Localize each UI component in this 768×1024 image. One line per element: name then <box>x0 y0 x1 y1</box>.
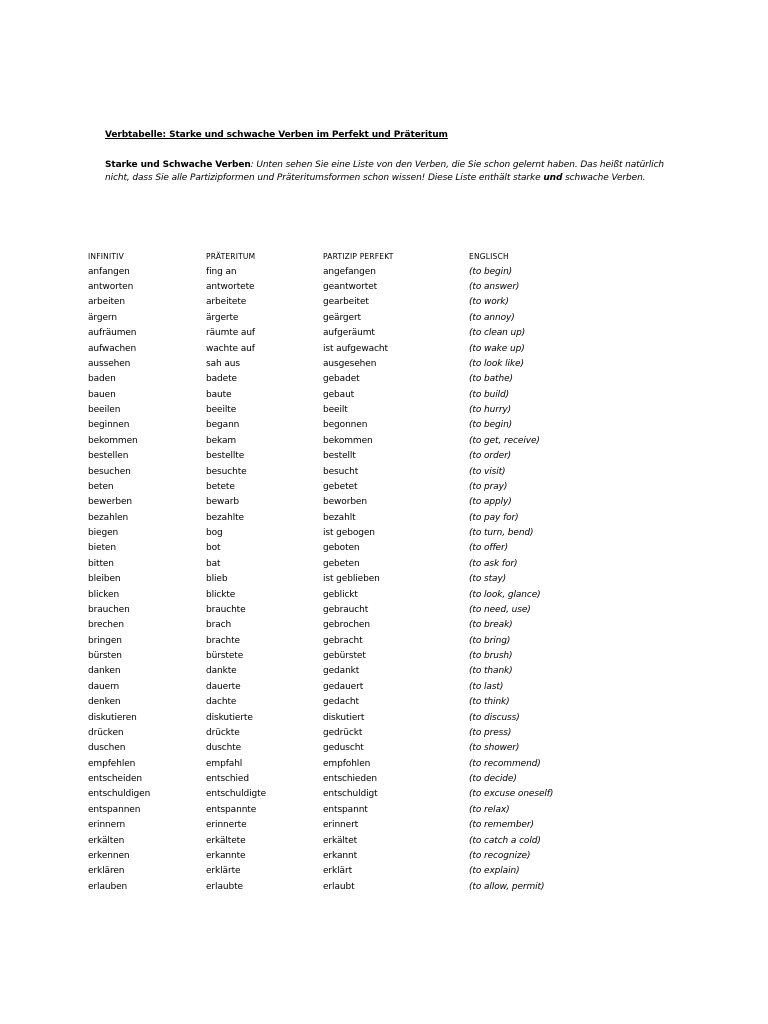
table-row <box>88 879 579 894</box>
infinitiv-cell: blicken <box>88 589 120 600</box>
infinitiv-cell: erlauben <box>88 881 128 892</box>
partizip-cell: geboten <box>323 543 360 554</box>
partizip-cell: gebrochen <box>323 620 370 631</box>
partizip-cell: empfohlen <box>323 758 371 769</box>
praeteritum-cell: bezahlte <box>206 512 244 523</box>
englisch-cell: (to relax) <box>469 804 510 815</box>
infinitiv-cell: biegen <box>88 528 119 539</box>
englisch-cell: (to press) <box>469 727 512 738</box>
table-row <box>88 310 579 325</box>
partizip-cell: besucht <box>323 466 359 477</box>
verb-table-body <box>88 264 579 894</box>
praeteritum-cell: dachte <box>206 697 237 708</box>
partizip-cell: geärgert <box>323 312 361 323</box>
infinitiv-cell: diskutieren <box>88 712 137 723</box>
praeteritum-cell: blieb <box>206 574 228 585</box>
infinitiv-cell: bewerben <box>88 497 133 508</box>
partizip-cell: entschuldigt <box>323 789 378 800</box>
table-row <box>88 679 579 694</box>
partizip-cell: diskutiert <box>323 712 365 723</box>
infinitiv-cell: besuchen <box>88 466 131 477</box>
praeteritum-cell: brachte <box>206 635 240 646</box>
englisch-cell: (to annoy) <box>469 312 515 323</box>
praeteritum-cell: wachte auf <box>206 343 255 354</box>
infinitiv-cell: entscheiden <box>88 774 143 785</box>
englisch-cell: (to pay for) <box>469 512 519 523</box>
englisch-cell: (to ask for) <box>469 558 518 569</box>
englisch-cell: (to build) <box>469 389 510 400</box>
table-row <box>88 356 579 371</box>
englisch-cell: (to wake up) <box>469 343 525 354</box>
table-row <box>88 864 579 879</box>
table-row <box>88 495 579 510</box>
infinitiv-cell: erkälten <box>88 835 125 846</box>
praeteritum-cell: bestellte <box>206 451 245 462</box>
partizip-cell: gebadet <box>323 374 360 385</box>
table-row <box>88 848 579 863</box>
partizip-cell: gebürstet <box>323 651 366 662</box>
praeteritum-cell: badete <box>206 374 237 385</box>
englisch-cell: (to pray) <box>469 481 508 492</box>
englisch-cell: (to catch a cold) <box>469 835 541 846</box>
praeteritum-cell: blickte <box>206 589 236 600</box>
table-row <box>88 525 579 540</box>
table-row <box>88 556 579 571</box>
partizip-cell: gedankt <box>323 666 360 677</box>
table-row <box>88 402 579 417</box>
englisch-cell: (to last) <box>469 681 504 692</box>
table-row <box>88 633 579 648</box>
partizip-cell: beeilt <box>323 405 348 416</box>
infinitiv-cell: aufräumen <box>88 328 137 339</box>
infinitiv-cell: aufwachen <box>88 343 137 354</box>
table-row <box>88 618 579 633</box>
table-row <box>88 587 579 602</box>
englisch-cell: (to decide) <box>469 774 517 785</box>
table-row <box>88 418 579 433</box>
infinitiv-cell: beginnen <box>88 420 130 431</box>
infinitiv-cell: baden <box>88 374 116 385</box>
table-row <box>88 326 579 341</box>
infinitiv-cell: bekommen <box>88 435 138 446</box>
partizip-cell: erlaubt <box>323 881 355 892</box>
infinitiv-cell: bieten <box>88 543 116 554</box>
intro-text: : Unten sehen Sie eine Liste von den Verben, die Sie schon gelernt haben. Das heißt natürlich nicht, dass Sie alle Partizipformen und Präteritumsformen schon wissen! Diese Liste enthält starke <box>105 160 665 183</box>
table-row <box>88 725 579 740</box>
table-row <box>88 479 579 494</box>
praeteritum-cell: arbeitete <box>206 297 247 308</box>
infinitiv-cell: bitten <box>88 558 114 569</box>
praeteritum-cell: dankte <box>206 666 237 677</box>
partizip-cell: geantwortet <box>323 282 378 293</box>
partizip-cell: erklärt <box>323 866 352 877</box>
englisch-cell: (to offer) <box>469 543 508 554</box>
englisch-cell: (to brush) <box>469 651 513 662</box>
praeteritum-cell: entschied <box>206 774 249 785</box>
englisch-cell: (to excuse oneself) <box>469 789 554 800</box>
praeteritum-cell: brauchte <box>206 604 246 615</box>
englisch-cell: (to order) <box>469 451 512 462</box>
partizip-cell: aufgeräumt <box>323 328 375 339</box>
partizip-cell: ist geblieben <box>323 574 380 585</box>
englisch-cell: (to get, receive) <box>469 435 540 446</box>
header-infinitiv: INFINITIV <box>88 252 124 261</box>
table-row <box>88 818 579 833</box>
englisch-cell: (to stay) <box>469 574 507 585</box>
praeteritum-cell: besuchte <box>206 466 247 477</box>
praeteritum-cell: erkältete <box>206 835 246 846</box>
intro-lead: Starke und Schwache Verben <box>105 160 251 170</box>
table-row <box>88 710 579 725</box>
table-row <box>88 279 579 294</box>
infinitiv-cell: danken <box>88 666 121 677</box>
praeteritum-cell: bat <box>206 558 221 569</box>
table-row <box>88 833 579 848</box>
englisch-cell: (to break) <box>469 620 513 631</box>
infinitiv-cell: entspannen <box>88 804 141 815</box>
table-row <box>88 341 579 356</box>
table-row <box>88 664 579 679</box>
table-row <box>88 295 579 310</box>
partizip-cell: gebracht <box>323 635 363 646</box>
table-row <box>88 541 579 556</box>
partizip-cell: gedauert <box>323 681 364 692</box>
praeteritum-cell: empfahl <box>206 758 243 769</box>
infinitiv-cell: beten <box>88 481 114 492</box>
praeteritum-cell: betete <box>206 481 235 492</box>
infinitiv-cell: drücken <box>88 727 124 738</box>
partizip-cell: ist aufgewacht <box>323 343 388 354</box>
infinitiv-cell: entschuldigen <box>88 789 151 800</box>
praeteritum-cell: antwortete <box>206 282 255 293</box>
praeteritum-cell: räumte auf <box>206 328 256 339</box>
infinitiv-cell: bauen <box>88 389 116 400</box>
table-row <box>88 802 579 817</box>
praeteritum-cell: baute <box>206 389 232 400</box>
praeteritum-cell: ärgerte <box>206 312 239 323</box>
partizip-cell: gebaut <box>323 389 355 400</box>
praeteritum-cell: drückte <box>206 727 240 738</box>
partizip-cell: gearbeitet <box>323 297 369 308</box>
praeteritum-cell: sah aus <box>206 358 240 369</box>
infinitiv-cell: beeilen <box>88 405 121 416</box>
praeteritum-cell: bot <box>206 543 221 554</box>
englisch-cell: (to hurry) <box>469 405 512 416</box>
praeteritum-cell: erklärte <box>206 866 241 877</box>
praeteritum-cell: fing an <box>206 266 237 277</box>
partizip-cell: entspannt <box>323 804 368 815</box>
praeteritum-cell: begann <box>206 420 240 431</box>
partizip-cell: geblickt <box>323 589 358 600</box>
praeteritum-cell: diskutierte <box>206 712 253 723</box>
englisch-cell: (to allow, permit) <box>469 881 545 892</box>
table-row <box>88 464 579 479</box>
infinitiv-cell: bürsten <box>88 651 122 662</box>
infinitiv-cell: aussehen <box>88 358 131 369</box>
englisch-cell: (to answer) <box>469 282 520 293</box>
table-row <box>88 372 579 387</box>
partizip-cell: gedrückt <box>323 727 363 738</box>
partizip-cell: beworben <box>323 497 367 508</box>
praeteritum-cell: erkannte <box>206 850 246 861</box>
header-englisch: ENGLISCH <box>469 252 509 261</box>
praeteritum-cell: bog <box>206 528 223 539</box>
infinitiv-cell: bestellen <box>88 451 129 462</box>
partizip-cell: geduscht <box>323 743 364 754</box>
infinitiv-cell: arbeiten <box>88 297 125 308</box>
praeteritum-cell: erinnerte <box>206 820 247 831</box>
englisch-cell: (to thank) <box>469 666 513 677</box>
table-row <box>88 264 579 279</box>
page-title: Verbtabelle: Starke und schwache Verben im Perfekt und Präteritum <box>105 130 448 140</box>
infinitiv-cell: brauchen <box>88 604 130 615</box>
englisch-cell: (to bring) <box>469 635 511 646</box>
table-row <box>88 741 579 756</box>
englisch-cell: (to recognize) <box>469 850 531 861</box>
praeteritum-cell: bürstete <box>206 651 244 662</box>
partizip-cell: gebetet <box>323 481 358 492</box>
englisch-cell: (to look like) <box>469 358 524 369</box>
table-row <box>88 787 579 802</box>
infinitiv-cell: brechen <box>88 620 124 631</box>
partizip-cell: bestellt <box>323 451 356 462</box>
infinitiv-cell: denken <box>88 697 121 708</box>
praeteritum-cell: entspannte <box>206 804 257 815</box>
infinitiv-cell: bleiben <box>88 574 121 585</box>
infinitiv-cell: erkennen <box>88 850 130 861</box>
table-row <box>88 756 579 771</box>
englisch-cell: (to visit) <box>469 466 506 477</box>
englisch-cell: (to recommend) <box>469 758 541 769</box>
englisch-cell: (to begin) <box>469 420 513 431</box>
englisch-cell: (to remember) <box>469 820 534 831</box>
infinitiv-cell: dauern <box>88 681 120 692</box>
table-header-row <box>88 249 579 264</box>
table-row <box>88 387 579 402</box>
praeteritum-cell: dauerte <box>206 681 241 692</box>
verb-table <box>88 249 579 894</box>
partizip-cell: erkältet <box>323 835 358 846</box>
table-row <box>88 695 579 710</box>
englisch-cell: (to begin) <box>469 266 513 277</box>
table-row <box>88 648 579 663</box>
englisch-cell: (to discuss) <box>469 712 520 723</box>
infinitiv-cell: bringen <box>88 635 122 646</box>
partizip-cell: angefangen <box>323 266 376 277</box>
englisch-cell: (to turn, bend) <box>469 528 534 539</box>
englisch-cell: (to look, glance) <box>469 589 541 600</box>
partizip-cell: ausgesehen <box>323 358 377 369</box>
table-row <box>88 572 579 587</box>
praeteritum-cell: brach <box>206 620 232 631</box>
infinitiv-cell: empfehlen <box>88 758 136 769</box>
partizip-cell: erkannt <box>323 850 358 861</box>
infinitiv-cell: duschen <box>88 743 126 754</box>
praeteritum-cell: erlaubte <box>206 881 243 892</box>
intro-paragraph <box>105 159 665 185</box>
table-row <box>88 449 579 464</box>
praeteritum-cell: duschte <box>206 743 242 754</box>
infinitiv-cell: erklären <box>88 866 125 877</box>
englisch-cell: (to apply) <box>469 497 512 508</box>
englisch-cell: (to bathe) <box>469 374 513 385</box>
table-row <box>88 602 579 617</box>
table-row <box>88 433 579 448</box>
intro-und: und <box>543 173 563 183</box>
praeteritum-cell: bekam <box>206 435 237 446</box>
partizip-cell: bezahlt <box>323 512 356 523</box>
partizip-cell: ist gebogen <box>323 528 375 539</box>
partizip-cell: begonnen <box>323 420 368 431</box>
header-partizip: PARTIZIP PERFEKT <box>323 252 394 261</box>
partizip-cell: erinnert <box>323 820 359 831</box>
englisch-cell: (to clean up) <box>469 328 526 339</box>
intro-text-end: schwache Verben. <box>562 173 646 183</box>
englisch-cell: (to explain) <box>469 866 520 877</box>
englisch-cell: (to think) <box>469 697 510 708</box>
praeteritum-cell: beeilte <box>206 405 237 416</box>
table-row <box>88 771 579 786</box>
praeteritum-cell: bewarb <box>206 497 239 508</box>
infinitiv-cell: bezahlen <box>88 512 129 523</box>
infinitiv-cell: anfangen <box>88 266 130 277</box>
englisch-cell: (to shower) <box>469 743 520 754</box>
partizip-cell: bekommen <box>323 435 373 446</box>
partizip-cell: gebraucht <box>323 604 369 615</box>
header-praeteritum: PRÄTERITUM <box>206 252 256 261</box>
infinitiv-cell: erinnern <box>88 820 126 831</box>
infinitiv-cell: antworten <box>88 282 134 293</box>
praeteritum-cell: entschuldigte <box>206 789 267 800</box>
partizip-cell: gebeten <box>323 558 360 569</box>
infinitiv-cell: ärgern <box>88 312 117 323</box>
englisch-cell: (to need, use) <box>469 604 531 615</box>
englisch-cell: (to work) <box>469 297 509 308</box>
partizip-cell: gedacht <box>323 697 359 708</box>
partizip-cell: entschieden <box>323 774 378 785</box>
table-row <box>88 510 579 525</box>
